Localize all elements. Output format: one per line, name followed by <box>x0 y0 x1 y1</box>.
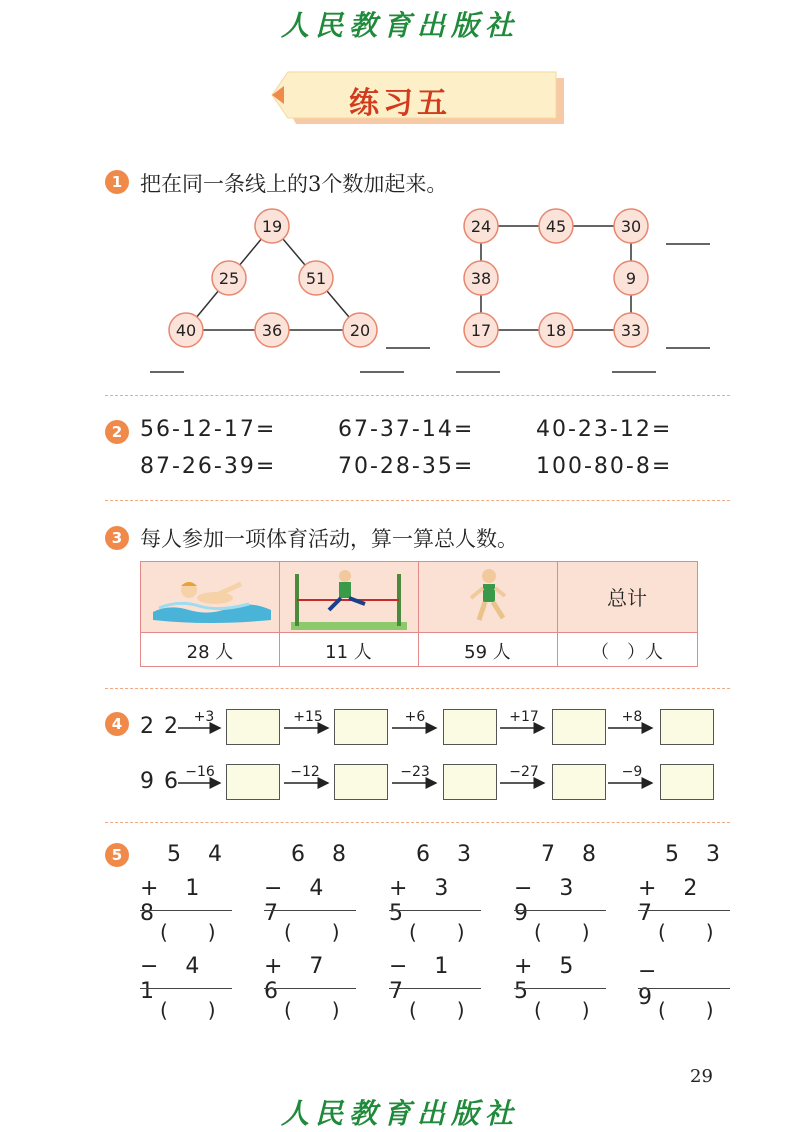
page-title: 练习五 <box>349 86 451 121</box>
operation-label: −23 <box>400 764 430 780</box>
section-divider <box>105 688 730 689</box>
operation-label: −27 <box>509 764 539 780</box>
first-operand: 7 8 <box>541 842 606 867</box>
question-3-text: 每人参加一项体育活动，算一算总人数。 <box>140 527 518 551</box>
count-running: 59 人 <box>464 642 511 663</box>
equation: 70-28-35= <box>338 454 475 479</box>
operation-label: −9 <box>621 764 643 780</box>
question-number-2: 2 <box>105 420 129 444</box>
second-operand: + 1 8 <box>140 876 210 926</box>
answer-paren[interactable]: ( ) <box>284 998 340 1022</box>
sq-tr-value: 30 <box>620 217 642 236</box>
q1-diagrams <box>150 200 750 380</box>
tri-right-mid-value: 51 <box>305 269 327 288</box>
answer-box[interactable] <box>660 764 714 800</box>
equation: 87-26-39= <box>140 454 277 479</box>
sq-tl-value: 24 <box>470 217 492 236</box>
second-operand: − 3 9 <box>514 876 584 926</box>
running-illustration <box>445 566 535 630</box>
answer-box[interactable] <box>226 709 280 745</box>
tri-br-value: 20 <box>349 321 371 340</box>
answer-box[interactable] <box>443 764 497 800</box>
sum-line <box>514 910 606 911</box>
high-jump-illustration <box>287 566 411 630</box>
third-operand: + 7 6 <box>264 954 334 1004</box>
equation: 56-12-17= <box>140 417 277 442</box>
sum-line <box>140 910 232 911</box>
answer-paren[interactable]: ( ) <box>658 920 714 944</box>
vertical-problem-4 <box>514 840 606 1030</box>
tri-bm-value: 36 <box>261 321 283 340</box>
first-operand: 5 3 <box>665 842 730 867</box>
first-operand: 6 8 <box>291 842 356 867</box>
answer-paren[interactable]: ( ) <box>658 998 714 1022</box>
sum-line <box>638 910 730 911</box>
question-number-5: 5 <box>105 843 129 867</box>
publisher-header: 人民教育出版社 <box>280 9 519 42</box>
vertical-problem-2 <box>264 840 356 1030</box>
tri-left-mid-value: 25 <box>218 269 240 288</box>
tri-top-value: 19 <box>261 217 283 236</box>
third-operand: + 5 5 <box>514 954 584 1004</box>
answer-box[interactable] <box>660 709 714 745</box>
third-operand: − 1 7 <box>389 954 459 1004</box>
answer-paren[interactable]: ( ) <box>409 998 465 1022</box>
operation-label: +17 <box>509 709 539 725</box>
tri-bl-value: 40 <box>175 321 197 340</box>
vertical-problem-5 <box>638 840 730 1030</box>
first-operand: 6 3 <box>416 842 481 867</box>
page-number: 29 <box>690 1066 713 1087</box>
publisher-footer: 人民教育出版社 <box>280 1097 519 1130</box>
operation-label: −16 <box>185 764 215 780</box>
sum-line <box>264 910 356 911</box>
sum-line <box>264 988 356 989</box>
vertical-problem-3 <box>389 840 481 1030</box>
sq-ml-value: 38 <box>470 269 492 288</box>
answer-box[interactable] <box>226 764 280 800</box>
sq-tm-value: 45 <box>545 217 567 236</box>
chain-start-2: 96 <box>140 769 188 794</box>
sq-bm-value: 18 <box>545 321 567 340</box>
answer-box[interactable] <box>334 764 388 800</box>
sum-line <box>140 988 232 989</box>
question-1-text: 把在同一条线上的3个数加起来。 <box>140 172 448 196</box>
section-divider <box>105 395 730 396</box>
operation-label: +3 <box>193 709 215 725</box>
second-operand: + 3 5 <box>389 876 459 926</box>
operation-label: −12 <box>290 764 320 780</box>
sq-mr-value: 9 <box>625 269 637 288</box>
answer-box[interactable] <box>552 709 606 745</box>
chain-start-1: 22 <box>140 714 188 739</box>
count-total[interactable]: （ ）人 <box>591 642 663 663</box>
sum-line <box>638 988 730 989</box>
answer-box[interactable] <box>552 764 606 800</box>
operation-label: +8 <box>621 709 643 725</box>
activity-table <box>140 561 698 667</box>
question-number-1: 1 <box>105 170 129 194</box>
question-number-3: 3 <box>105 526 129 550</box>
third-operand: − 9 <box>638 959 716 1010</box>
second-operand: + 2 7 <box>638 876 708 926</box>
sum-line <box>389 910 481 911</box>
sum-line <box>514 988 606 989</box>
count-high-jump: 11 人 <box>325 642 372 663</box>
equation: 67-37-14= <box>338 417 475 442</box>
operation-label: +15 <box>293 709 323 725</box>
equation: 40-23-12= <box>536 417 673 442</box>
answer-paren[interactable]: ( ) <box>284 920 340 944</box>
third-operand: − 4 1 <box>140 954 210 1004</box>
total-header: 总计 <box>607 586 647 610</box>
swimming-illustration <box>149 570 273 626</box>
sum-line <box>389 988 481 989</box>
sq-br-value: 33 <box>620 321 642 340</box>
section-divider <box>105 500 730 501</box>
second-operand: − 4 7 <box>264 876 334 926</box>
equation: 100-80-8= <box>536 454 673 479</box>
answer-paren[interactable]: ( ) <box>160 920 216 944</box>
answer-box[interactable] <box>334 709 388 745</box>
section-divider <box>105 822 730 823</box>
answer-paren[interactable]: ( ) <box>534 920 590 944</box>
answer-paren[interactable]: ( ) <box>534 998 590 1022</box>
question-number-4: 4 <box>105 712 129 736</box>
operation-label: +6 <box>404 709 426 725</box>
first-operand: 5 4 <box>167 842 232 867</box>
count-swimming: 28 人 <box>186 642 234 663</box>
vertical-problem-1 <box>140 840 232 1030</box>
sq-bl-value: 17 <box>470 321 492 340</box>
answer-paren[interactable]: ( ) <box>409 920 465 944</box>
answer-box[interactable] <box>443 709 497 745</box>
answer-paren[interactable]: ( ) <box>160 998 216 1022</box>
